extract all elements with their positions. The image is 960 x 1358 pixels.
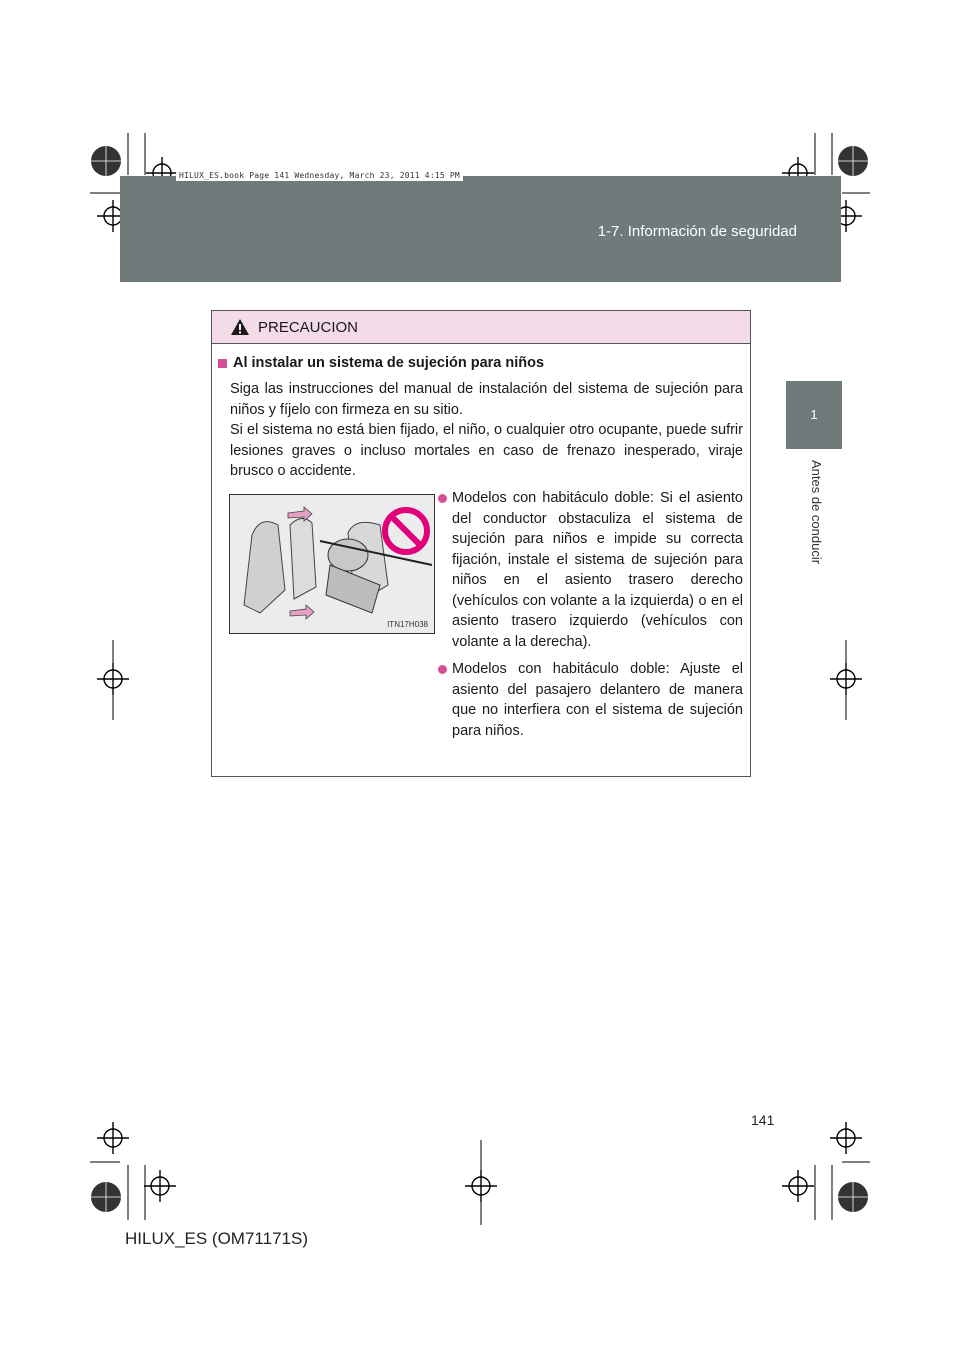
list-item bbox=[438, 659, 743, 741]
risk-paragraph: Si el sistema no está bien fijado, el niño, o cualquier otro ocupante, puede sufrir lesiones graves o incluso mortales en caso de frenazo inesperado, viraje brusco o accidente. bbox=[230, 422, 743, 479]
caution-box bbox=[211, 310, 751, 777]
list-item bbox=[438, 488, 743, 652]
car-seat-drawing bbox=[230, 495, 434, 633]
chapter-title: Antes de conducir bbox=[809, 460, 824, 565]
section-title: 1-7. Información de seguridad bbox=[597, 223, 797, 240]
book-stamp: HILUX_ES.book Page 141 Wednesday, March 23, 2011 4:15 PM bbox=[176, 170, 463, 181]
bullet-text: Modelos con habitáculo doble: Ajuste el asiento del pasajero delantero de manera que no interfiera con el sistema de sujeción para niños. bbox=[452, 661, 743, 739]
bullet-dot-icon bbox=[438, 494, 447, 503]
page-number: 141 bbox=[751, 1112, 775, 1128]
section-header-band bbox=[120, 176, 841, 282]
warning-triangle-icon bbox=[230, 318, 250, 336]
bullet-dot-icon bbox=[438, 665, 447, 674]
footer-model-code: HILUX_ES (OM71171S) bbox=[125, 1229, 308, 1248]
subheading-text: Al instalar un sistema de sujeción para niños bbox=[233, 355, 545, 371]
figure-code: ITN17H038 bbox=[387, 620, 428, 629]
bullet-list bbox=[438, 488, 743, 748]
caution-title: PRECAUCION bbox=[258, 318, 359, 336]
bullet-text: Modelos con habitáculo doble: Si el asiento del conductor obstaculiza el sistema de sujeción para niños e impide su correcta fijación, instale el sistema de sujeción para niños en el asiento trasero derecho (vehículos con volante a la izquierda) o en el asiento trasero izquierdo (vehículos con volante a la derecha). bbox=[452, 490, 743, 650]
caution-header bbox=[212, 311, 750, 344]
instruction-paragraph: Siga las instrucciones del manual de instalación del sistema de sujeción para niños y fíjelo con firmeza en su sitio. bbox=[230, 381, 743, 418]
chapter-tab: 1 bbox=[786, 381, 842, 449]
child-seat-illustration bbox=[229, 494, 435, 634]
square-bullet-icon bbox=[218, 359, 227, 368]
caution-subheading bbox=[218, 355, 544, 371]
